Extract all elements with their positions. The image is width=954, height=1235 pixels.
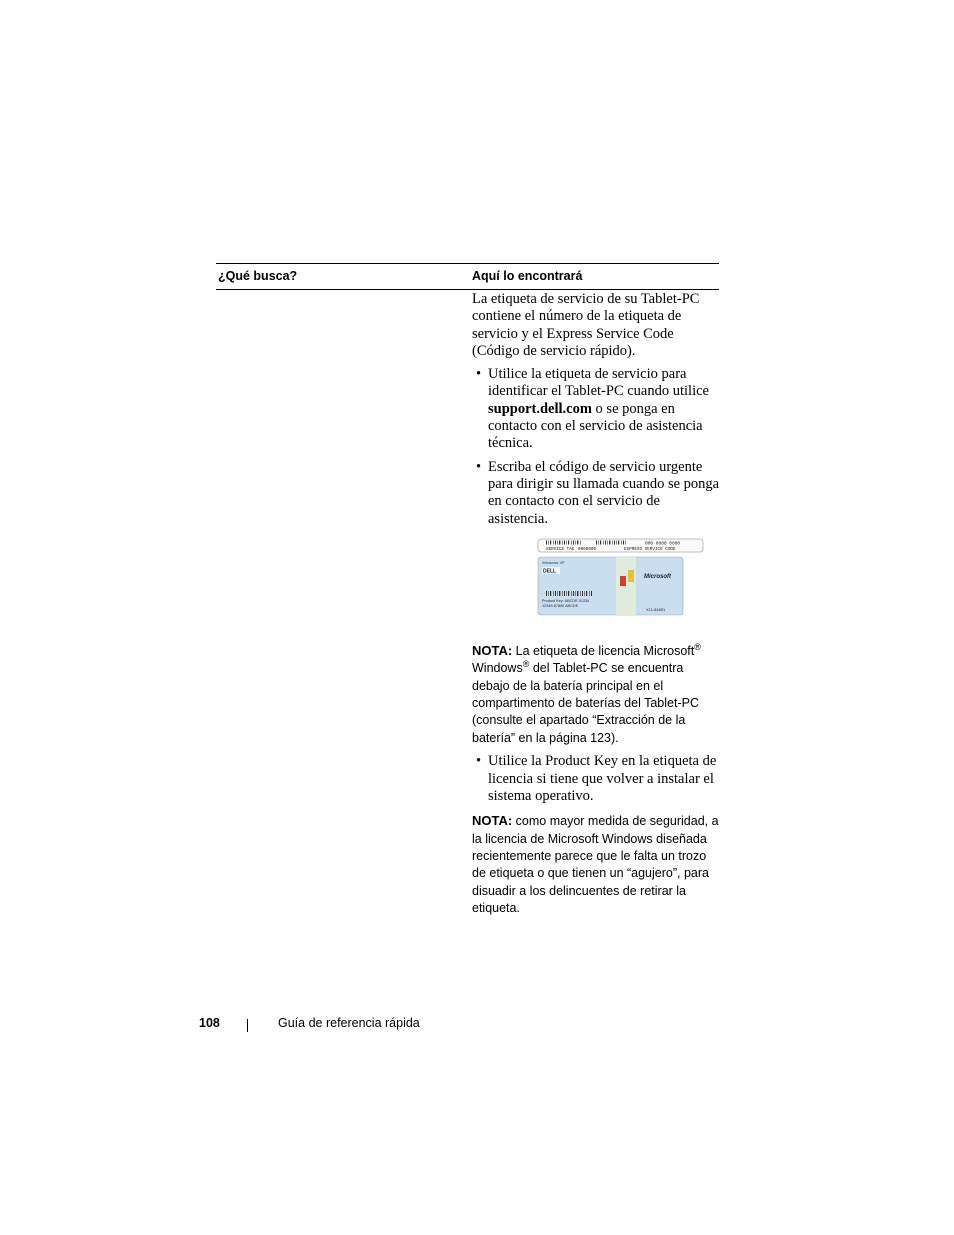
coa-product-key-2: 12345 67890 ABCDE [542, 603, 579, 608]
coa-microsoft-logo: Microsoft [644, 573, 671, 580]
note-license-location: NOTA: La etiqueta de licencia Microsoft® Windows® del Tablet-PC se encuentra debajo de la batería principal en el compartimento de baterías del Tablet-PC (consulte el apartado “Extracción de la batería” en la página 123). [472, 641, 701, 745]
list-item: • Utilice la etiqueta de servicio para identificar el Tablet-PC cuando utilice support.dell.com o se ponga en contacto con el servicio de asistencia técnica. [476, 366, 709, 452]
coa-dell-logo: DELL [543, 568, 557, 575]
express-service-code-text: EXPRESS SERVICE CODE [624, 546, 676, 552]
service-tag-number: 0000000 [578, 546, 597, 552]
product-key-bullets [472, 753, 722, 805]
label-illustration [536, 538, 706, 620]
express-number: 000 0000 0000 [645, 541, 681, 547]
header-what-looking-for: ¿Qué busca? [218, 269, 298, 283]
note-security: NOTA: como mayor medida de seguridad, a la licencia de Microsoft Windows diseñada recientemente parece que le falta un trozo de etiqueta o que tienen un “agujero”, para disuadir a los delincuentes de retirar la etiqueta. [472, 813, 719, 916]
note-label: NOTA: [472, 642, 513, 658]
note-label: NOTA: [472, 813, 513, 829]
support-link[interactable]: support.dell.com [488, 400, 592, 417]
coa-code: X11-84651 [646, 606, 666, 612]
table-header [216, 263, 719, 290]
list-item: • Utilice la Product Key en la etiqueta de licencia si tiene que volver a instalar el sistema operativo. [476, 753, 717, 804]
service-tag-bullets [472, 366, 722, 528]
coa-product-key: Product Key: ABCDE 01234 [542, 598, 590, 603]
page-number: 108 [199, 1016, 220, 1030]
footer-divider [247, 1019, 248, 1032]
lookup-table [216, 263, 719, 290]
footer-title: Guía de referencia rápida [278, 1016, 420, 1030]
service-tag-text: SERVICE TAG [546, 546, 575, 552]
intro-paragraph: La etiqueta de servicio de su Tablet-PC contiene el número de la etiqueta de servicio y el Express Service Code (Código de servicio rápido). [472, 291, 700, 359]
header-where-found: Aquí lo encontrará [472, 269, 583, 283]
where-found-cell [472, 291, 722, 924]
coa-windows-text: Windows XP [542, 559, 565, 565]
list-item: • Escriba el código de servicio urgente para dirigir su llamada cuando se ponga en contacto con el servicio de asistencia. [476, 458, 720, 527]
service-tag-and-coa-image [536, 538, 706, 620]
